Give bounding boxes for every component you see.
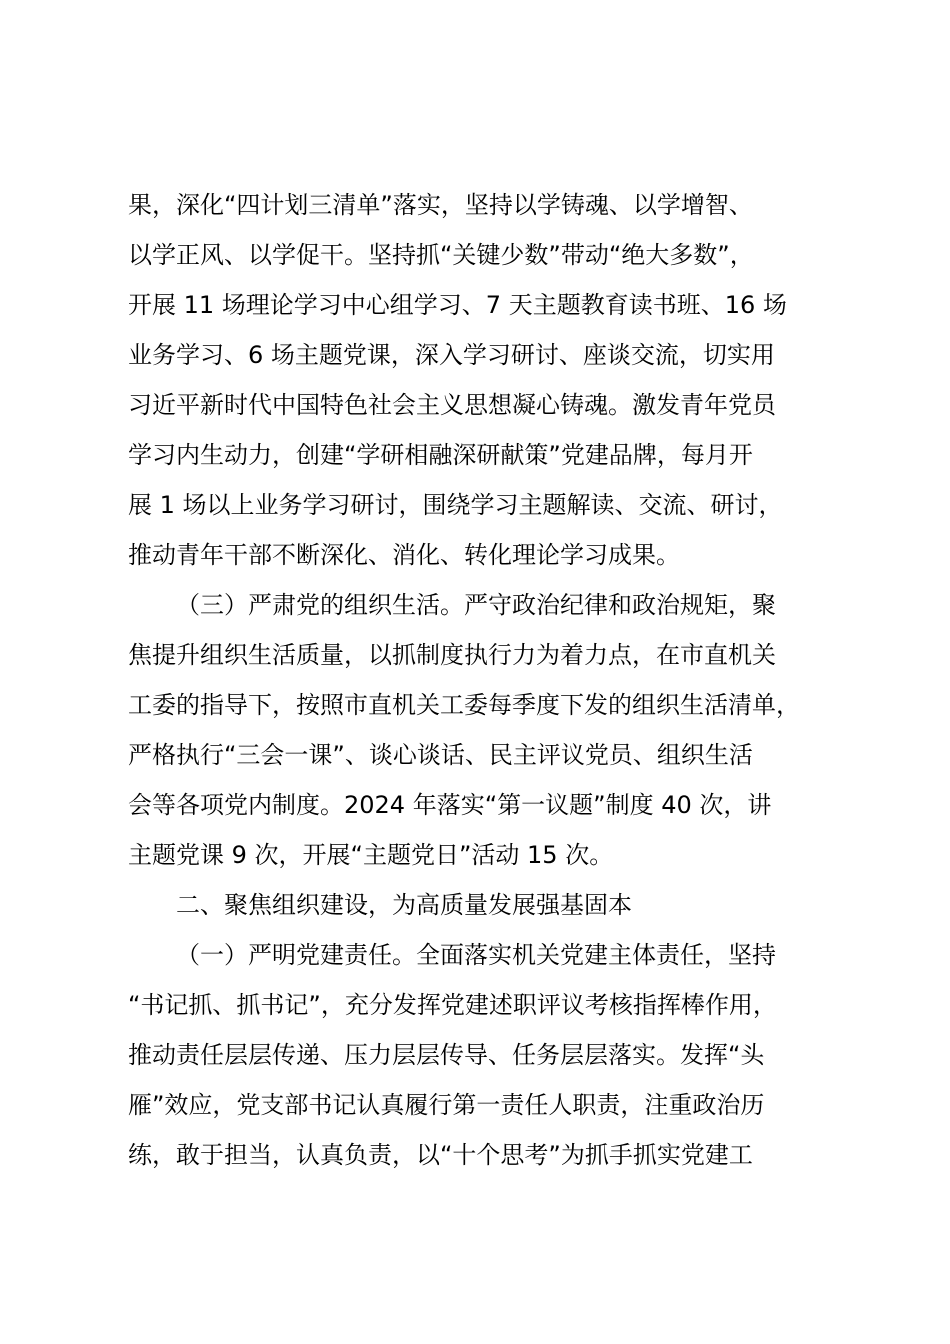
section-heading-2: 二、聚焦组织建设，为高质量发展强基固本 [176,891,632,919]
text-line: “书记抓、抓书记”，充分发挥党建述职评议考核指挥棒作用， [128,991,777,1019]
text-line: 主题党课 9 次，开展“主题党日”活动 15 次。 [128,841,614,869]
text-line: 推动青年干部不断深化、消化、转化理论学习成果。 [128,541,680,569]
text-line: 工委的指导下，按照市直机关工委每季度下发的组织生活清单， [128,691,800,719]
text-line: 果，深化“四计划三清单”落实，坚持以学铸魂、以学增智、 [128,191,753,219]
paragraph-heading-3: （三）严肃党的组织生活。严守政治纪律和政治规矩，聚 [176,591,776,619]
paragraph-heading-1: （一）严明党建责任。全面落实机关党建主体责任，坚持 [176,941,776,969]
text-line: 推动责任层层传递、压力层层传导、任务层层落实。发挥“头 [128,1041,765,1069]
text-line: 雁”效应，党支部书记认真履行第一责任人职责，注重政治历 [128,1091,765,1119]
text-line: 以学正风、以学促干。坚持抓“关键少数”带动“绝大多数”， [128,241,754,269]
text-line: 练，敢于担当，认真负责，以“十个思考”为抓手抓实党建工 [128,1141,753,1169]
text-line: 严格执行“三会一课”、谈心谈话、民主评议党员、组织生活 [128,741,753,769]
text-line: 开展 11 场理论学习中心组学习、7 天主题教育读书班、16 场 [128,291,787,319]
text-line: 会等各项党内制度。2024 年落实“第一议题”制度 40 次，讲 [128,791,772,819]
text-line: 焦提升组织生活质量，以抓制度执行力为着力点，在市直机关 [128,641,776,669]
text-line: 学习内生动力，创建“学研相融深研献策”党建品牌，每月开 [128,441,753,469]
text-line: 展 1 场以上业务学习研讨，围绕学习主题解读、交流、研讨， [128,491,783,519]
text-line: 习近平新时代中国特色社会主义思想凝心铸魂。激发青年党员 [128,391,776,419]
text-line: 业务学习、6 场主题党课，深入学习研讨、座谈交流，切实用 [128,341,775,369]
